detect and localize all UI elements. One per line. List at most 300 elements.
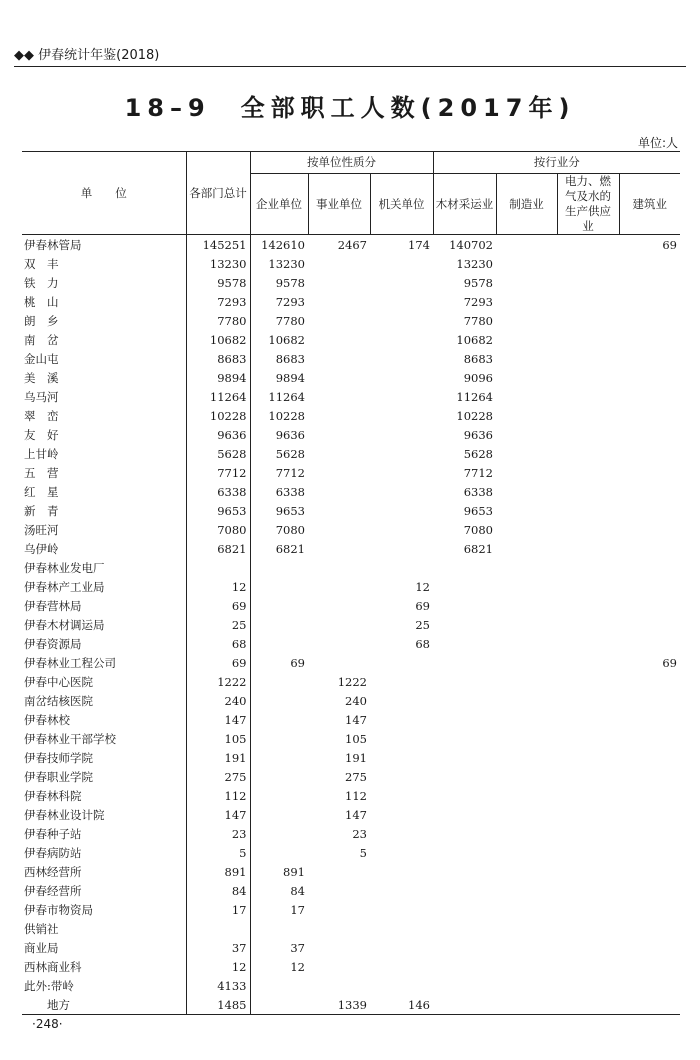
row-value [433,786,496,805]
row-value [496,273,557,292]
row-value [433,976,496,995]
row-value [496,957,557,976]
row-value [250,729,308,748]
table-row [22,900,680,919]
row-value [308,292,370,311]
row-value [370,292,433,311]
row-unit-name: 伊春经营所 [22,881,186,900]
row-value [557,615,619,634]
row-value [619,862,680,881]
row-unit-name: 地方 [22,995,186,1015]
row-value [619,767,680,786]
row-value [370,938,433,957]
row-value [496,900,557,919]
row-value [619,805,680,824]
row-value: 147 [345,807,367,822]
row-value [433,805,496,824]
row-value: 891 [283,864,305,879]
row-value [557,862,619,881]
row-value [619,292,680,311]
row-value: 8683 [186,349,250,368]
table-row [22,577,680,596]
row-value: 240 [186,691,250,710]
row-value: 5628 [463,446,493,461]
row-value [557,330,619,349]
row-value: 12 [186,577,250,596]
row-value: 6821 [186,539,250,558]
row-value [308,482,370,501]
row-unit-name: 铁 力 [22,273,186,292]
row-value: 7080 [463,522,493,537]
row-value: 112 [186,786,250,805]
row-value [557,976,619,995]
row-value [619,900,680,919]
col-utilities-header: 电力、燃气及水的生产供应业 [557,174,619,235]
row-value [370,444,433,463]
row-unit-name: 友 好 [22,425,186,444]
table-row [22,463,680,482]
row-value [557,843,619,862]
row-value [433,729,496,748]
row-value: 7080 [186,520,250,539]
row-unit-name: 翠 峦 [22,406,186,425]
row-value [619,691,680,710]
row-value [496,919,557,938]
row-value [557,729,619,748]
row-value: 1339 [308,995,370,1015]
row-value [433,862,496,881]
row-value: 69 [662,237,677,252]
row-value: 7780 [186,311,250,330]
table-row [22,805,680,824]
row-value [496,292,557,311]
table-row [22,843,680,862]
row-value [619,672,680,691]
row-value [496,387,557,406]
row-unit-name: 伊春林业发电厂 [22,558,186,577]
row-value: 9894 [275,370,305,385]
row-value [250,786,308,805]
row-value: 7293 [275,294,305,309]
table-row [22,862,680,881]
row-value [557,558,619,577]
row-value: 69 [662,655,677,670]
row-value: 11264 [456,389,493,404]
col-institution-header: 事业单位 [308,174,370,235]
row-value [496,444,557,463]
row-value: 10228 [456,408,493,423]
row-value [433,843,496,862]
row-value [370,330,433,349]
row-unit-name: 伊春中心医院 [22,672,186,691]
row-value: 68 [186,634,250,653]
col-government-header: 机关单位 [370,174,433,235]
row-value: 1222 [186,672,250,691]
row-value [496,558,557,577]
row-value [308,444,370,463]
row-value: 10682 [456,332,493,347]
row-value [496,786,557,805]
row-value [308,539,370,558]
row-value: 4133 [186,976,250,995]
row-value [557,634,619,653]
row-value: 10228 [268,408,305,423]
row-value [308,881,370,900]
row-value [433,691,496,710]
table-row [22,995,680,1015]
table-row [22,710,680,729]
row-unit-name: 伊春种子站 [22,824,186,843]
row-value: 7080 [275,522,305,537]
row-value [308,330,370,349]
row-value [250,767,308,786]
row-value [496,577,557,596]
row-value: 12 [415,579,430,594]
row-value [370,900,433,919]
row-value [557,368,619,387]
row-value: 69 [186,653,250,672]
row-unit-name: 伊春技师学院 [22,748,186,767]
row-value: 17 [186,900,250,919]
col-total-header: 各部门总计 [186,152,250,235]
row-value [370,805,433,824]
row-value [370,957,433,976]
table-row [22,387,680,406]
row-value [557,672,619,691]
row-value [619,615,680,634]
table-row [22,824,680,843]
row-unit-name: 西林经营所 [22,862,186,881]
row-value: 9653 [463,503,493,518]
row-value: 112 [345,788,367,803]
row-value [496,672,557,691]
row-unit-name: 伊春林产工业局 [22,577,186,596]
table-row [22,425,680,444]
row-value [619,634,680,653]
row-value: 275 [345,769,367,784]
row-value [557,919,619,938]
row-value [433,615,496,634]
row-unit-name: 伊春资源局 [22,634,186,653]
row-value: 5 [359,845,367,860]
row-value [308,957,370,976]
table-row [22,615,680,634]
row-value [433,881,496,900]
col-enterprise-header: 企业单位 [250,174,308,235]
row-unit-name: 伊春林业设计院 [22,805,186,824]
row-value: 11264 [186,387,250,406]
row-value: 191 [345,750,367,765]
row-value [496,938,557,957]
row-value [250,577,308,596]
row-value: 6821 [275,541,305,556]
row-unit-name: 桃 山 [22,292,186,311]
row-value [496,634,557,653]
running-header: ◆◆ 伊春统计年鉴(2018) [14,48,160,63]
row-value [496,520,557,539]
row-value: 5628 [186,444,250,463]
row-unit-name: 伊春营林局 [22,596,186,615]
table-row [22,881,680,900]
row-value [496,976,557,995]
row-value [557,805,619,824]
row-unit-name: 供销社 [22,919,186,938]
row-value [557,938,619,957]
row-value: 10682 [268,332,305,347]
row-value [370,824,433,843]
row-value [370,406,433,425]
table-row [22,729,680,748]
table-row [22,938,680,957]
row-value [496,406,557,425]
row-unit-name: 朗 乡 [22,311,186,330]
row-value [557,311,619,330]
row-value [496,862,557,881]
row-unit-name: 伊春市物资局 [22,900,186,919]
row-value: 37 [186,938,250,957]
row-value [370,273,433,292]
col-construction-header: 建筑业 [632,196,667,211]
row-value [496,463,557,482]
row-value [370,311,433,330]
row-value [496,501,557,520]
row-value [308,273,370,292]
row-value: 140702 [449,237,493,252]
row-unit-name: 南 岔 [22,330,186,349]
page-number: ·248· [32,1017,63,1031]
row-value [370,976,433,995]
row-value [308,425,370,444]
table-row [22,273,680,292]
row-value [557,406,619,425]
table-row [22,596,680,615]
table-row [22,976,680,995]
row-value [308,349,370,368]
row-value [433,995,496,1015]
table-row [22,520,680,539]
row-value [619,273,680,292]
row-value [557,577,619,596]
row-value [250,691,308,710]
row-value [308,406,370,425]
row-value [557,482,619,501]
row-value [370,767,433,786]
row-value [308,520,370,539]
row-value [557,425,619,444]
row-value: 6338 [275,484,305,499]
row-value [557,254,619,273]
table-row [22,254,680,273]
table-row [22,501,680,520]
row-value [370,349,433,368]
row-value [557,691,619,710]
row-value: 69 [290,655,305,670]
row-unit-name: 伊春林业干部学校 [22,729,186,748]
row-value [496,824,557,843]
row-value [370,672,433,691]
row-value: 25 [415,617,430,632]
row-value [308,919,370,938]
row-value [619,520,680,539]
row-value [619,444,680,463]
row-value: 7780 [275,313,305,328]
row-value [433,938,496,957]
row-value: 10682 [186,330,250,349]
row-value: 23 [352,826,367,841]
row-value [557,653,619,672]
row-value [619,881,680,900]
row-unit-name: 汤旺河 [22,520,186,539]
row-value: 9096 [463,370,493,385]
row-value [557,995,619,1015]
row-value [619,976,680,995]
row-value [557,596,619,615]
row-value [250,748,308,767]
row-value [250,596,308,615]
row-value: 6338 [186,482,250,501]
row-value [370,501,433,520]
table-row [22,748,680,767]
row-value [370,520,433,539]
row-value [557,881,619,900]
row-unit-name: 乌伊岭 [22,539,186,558]
row-value: 240 [345,693,367,708]
table-row [22,349,680,368]
row-value: 11264 [268,389,305,404]
row-value [308,900,370,919]
row-value [619,330,680,349]
row-unit-name: 乌马河 [22,387,186,406]
row-unit-name: 双 丰 [22,254,186,273]
row-value [250,919,308,938]
row-value [619,349,680,368]
row-value [557,767,619,786]
row-unit-name: 西林商业科 [22,957,186,976]
row-value [619,748,680,767]
row-value [619,729,680,748]
row-value: 147 [186,805,250,824]
row-value [557,748,619,767]
row-value [496,368,557,387]
row-value: 17 [290,902,305,917]
row-value: 12 [290,959,305,974]
row-value [619,919,680,938]
row-value [433,653,496,672]
row-value [557,520,619,539]
row-unit-name: 上甘岭 [22,444,186,463]
row-value [433,767,496,786]
row-value [370,482,433,501]
row-unit-name: 伊春职业学院 [22,767,186,786]
row-value [433,900,496,919]
row-value [557,786,619,805]
row-value [308,596,370,615]
row-unit-name: 商业局 [22,938,186,957]
row-value [619,786,680,805]
row-value [186,558,250,577]
row-value [496,805,557,824]
row-value [496,235,557,255]
row-value [496,482,557,501]
row-value [250,615,308,634]
table-row [22,653,680,672]
row-value: 84 [290,883,305,898]
row-value: 37 [290,940,305,955]
row-value [370,843,433,862]
row-value [619,957,680,976]
row-value [370,710,433,729]
row-value [496,710,557,729]
row-value [250,824,308,843]
row-value: 7293 [463,294,493,309]
row-value [619,425,680,444]
row-value: 8683 [463,351,493,366]
row-value [496,311,557,330]
row-value [250,710,308,729]
row-value [370,881,433,900]
row-value: 146 [370,995,433,1015]
page-title: 18–9 全部职工人数(2017年) [124,94,576,122]
table-row [22,311,680,330]
row-value [619,558,680,577]
row-value [308,558,370,577]
row-value: 9578 [463,275,493,290]
row-value [619,482,680,501]
table-row [22,691,680,710]
row-value [557,235,619,255]
row-value: 105 [186,729,250,748]
row-value: 105 [345,731,367,746]
row-value [619,368,680,387]
table-row [22,558,680,577]
row-value: 9636 [275,427,305,442]
row-value: 9578 [275,275,305,290]
row-value: 7712 [463,465,493,480]
table-row [22,330,680,349]
row-value [557,463,619,482]
row-value [496,539,557,558]
row-unit-name: 此外:带岭 [22,976,186,995]
row-value [496,349,557,368]
table-row [22,539,680,558]
row-value: 174 [408,237,430,252]
row-value: 7712 [275,465,305,480]
group-nature-header: 按单位性质分 [250,152,433,174]
row-value: 6821 [463,541,493,556]
row-value [496,615,557,634]
row-value [308,387,370,406]
row-value: 1222 [337,674,367,689]
row-value [619,501,680,520]
row-value: 68 [415,636,430,651]
row-value: 9636 [463,427,493,442]
row-value: 9653 [275,503,305,518]
row-value [250,843,308,862]
unit-label: 单位:人 [637,136,678,150]
row-value [250,976,308,995]
row-value: 147 [345,712,367,727]
row-value: 275 [186,767,250,786]
row-value [557,292,619,311]
row-value: 84 [186,881,250,900]
row-value: 191 [186,748,250,767]
row-value [619,938,680,957]
table-row [22,957,680,976]
group-industry-header: 按行业分 [433,152,680,174]
row-value [308,615,370,634]
col-unit-header: 单 位 [22,152,186,235]
row-unit-name: 美 溪 [22,368,186,387]
